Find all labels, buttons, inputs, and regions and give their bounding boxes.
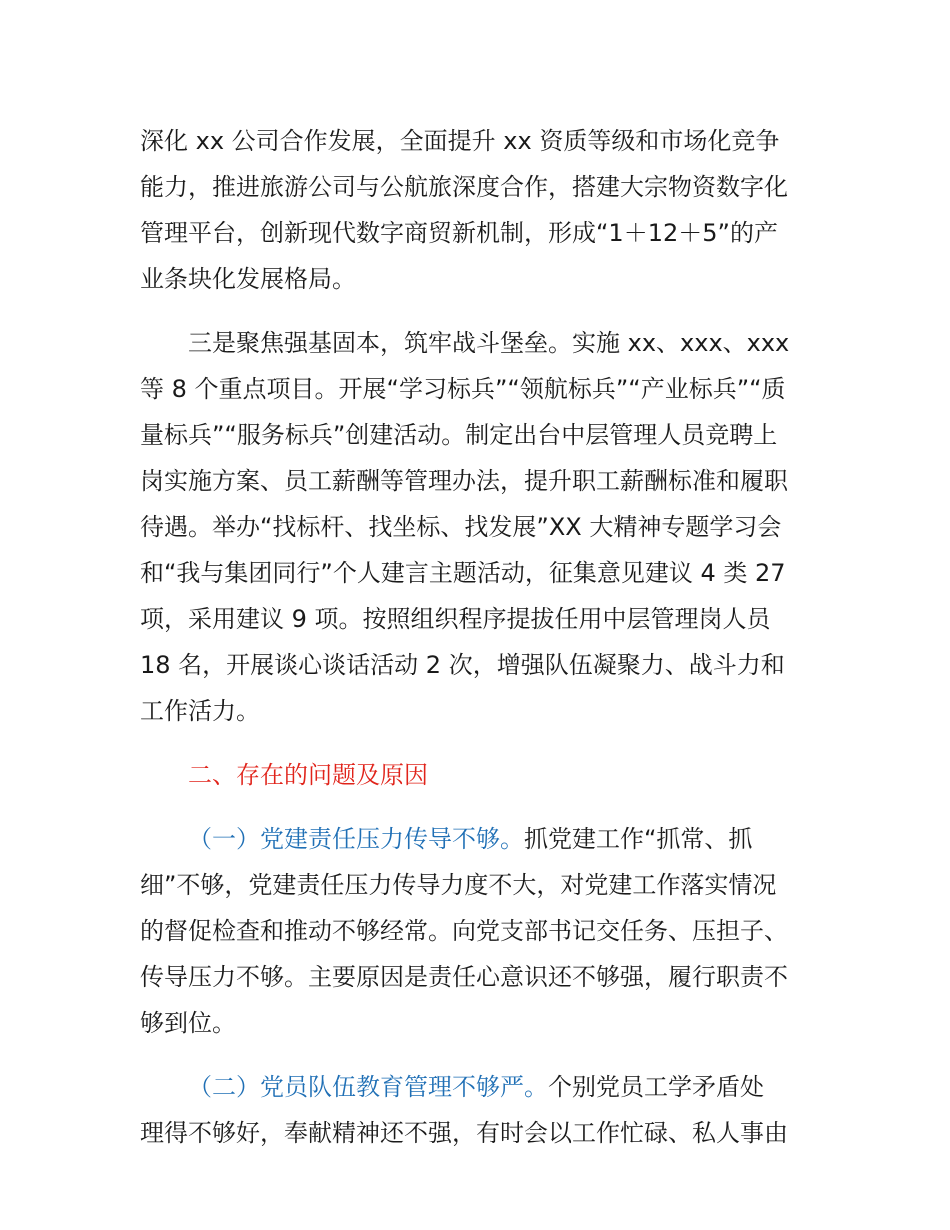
paragraph-4-first-line <box>140 1064 820 1110</box>
section-heading-text: 二、存在的问题及原因 <box>188 761 428 789</box>
paragraph-2-line: 待遇。举办“找标杆、找坐标、找发展”XX 大精神专题学习会 <box>140 513 782 541</box>
paragraph-2-line: 工作活力。 <box>140 697 260 725</box>
paragraph-4-first-line-rest: 个别党员工学矛盾处 <box>548 1073 764 1101</box>
paragraph-3-line: 细”不够，党建责任压力传导力度不大，对党建工作落实情况 <box>140 871 777 899</box>
paragraph-2 <box>140 320 820 734</box>
paragraph-2-line: 等 8 个重点项目。开展“学习标兵”“领航标兵”“产业标兵”“质 <box>140 375 786 403</box>
paragraph-2-line: 岗实施方案、员工薪酬等管理办法，提升职工薪酬标准和履职 <box>140 467 788 495</box>
subheading-1: （一）党建责任压力传导不够。 <box>188 825 524 853</box>
paragraph-1-line: 管理平台，创新现代数字商贸新机制，形成“1＋12＋5”的产 <box>140 219 778 247</box>
paragraph-2-line: 三是聚焦强基固本，筑牢战斗堡垒。实施 xx、xxx、xxx <box>188 329 790 357</box>
document-body <box>140 118 820 1174</box>
paragraph-3-line: 够到位。 <box>140 1009 236 1037</box>
paragraph-2-line: 和“我与集团同行”个人建言主题活动，征集意见建议 4 类 27 <box>140 559 786 587</box>
paragraph-3-first-line <box>140 816 820 862</box>
subheading-2: （二）党员队伍教育管理不够严。 <box>188 1073 548 1101</box>
paragraph-3-line: 传导压力不够。主要原因是责任心意识还不够强，履行职责不 <box>140 963 788 991</box>
paragraph-1-line: 能力，推进旅游公司与公航旅深度合作，搭建大宗物资数字化 <box>140 173 788 201</box>
paragraph-3-line: 的督促检查和推动不够经常。向党支部书记交任务、压担子、 <box>140 917 788 945</box>
paragraph-3-first-line-rest: 抓党建工作“抓常、抓 <box>524 825 753 853</box>
paragraph-4-line: 理得不够好，奉献精神还不强，有时会以工作忙碌、私人事由 <box>140 1119 788 1147</box>
paragraph-3 <box>140 816 820 1046</box>
paragraph-2-line: 量标兵”“服务标兵”创建活动。制定出台中层管理人员竞聘上 <box>140 421 778 449</box>
paragraph-4 <box>140 1064 820 1156</box>
paragraph-2-line: 18 名，开展谈心谈话活动 2 次，增强队伍凝聚力、战斗力和 <box>140 651 785 679</box>
section-heading <box>140 752 820 798</box>
paragraph-1 <box>140 118 820 302</box>
paragraph-2-line: 项，采用建议 9 项。按照组织程序提拔任用中层管理岗人员 <box>140 605 771 633</box>
paragraph-1-line: 业条块化发展格局。 <box>140 265 356 293</box>
paragraph-1-line: 深化 xx 公司合作发展，全面提升 xx 资质等级和市场化竞争 <box>140 127 780 155</box>
